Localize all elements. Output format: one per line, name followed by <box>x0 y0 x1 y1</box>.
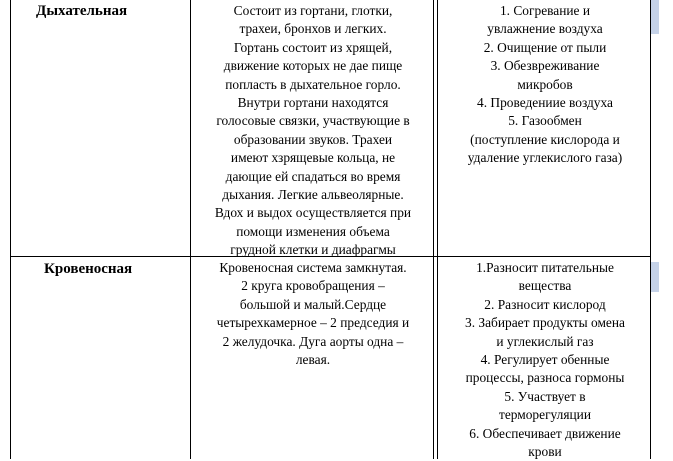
text-line: 4. Регулирует обенные <box>480 352 610 368</box>
text-line: микробов <box>517 76 573 92</box>
text-line: левая. <box>295 352 331 368</box>
column-divider-2a <box>433 0 434 459</box>
text-line: Состоит из гортани, глотки, <box>233 3 393 18</box>
text-line: грудной клетки и диафрагмы <box>230 242 396 258</box>
text-line: удаление углекислого газа) <box>467 150 623 166</box>
text-line: 2 круга кровобращения – <box>241 278 385 294</box>
system-name: Кровеносная <box>44 261 133 277</box>
text-line: имеют хзрящевые кольца, не <box>230 150 396 166</box>
text-line: трахеи, бронхов и легких. <box>239 21 387 37</box>
text-line: Внутри гортани находятся <box>237 95 389 111</box>
structure-cell <box>193 259 433 369</box>
text-line: Гортань состоит из хрящей, <box>233 39 393 55</box>
selection-marker <box>651 262 659 292</box>
text-line: помощи изменения объема <box>236 223 390 239</box>
text-line: 2 желудочка. Дуга аорты одна – <box>222 333 404 349</box>
column-divider-1 <box>190 0 191 459</box>
text-line: 5. Участвует в <box>504 388 586 404</box>
text-line: увлажнение воздуха <box>487 21 603 37</box>
text-line: 3. Забирает продукты омена <box>465 315 625 331</box>
text-line: движение которых не дае пище <box>223 58 403 74</box>
text-line: крови <box>528 444 562 460</box>
table-right-border <box>650 0 651 459</box>
text-line: и углекислый газ <box>496 333 594 349</box>
text-line: 2. Разносит кислород <box>484 296 606 312</box>
text-line: 4. Проведениие воздуха <box>477 95 613 111</box>
function-cell <box>440 2 650 168</box>
text-line: образовании звуков. Трахеи <box>233 131 393 147</box>
text-line: Вдох и выдох осуществляется при <box>214 205 412 221</box>
table-left-border <box>10 0 11 459</box>
text-line: терморегуляции <box>498 407 592 423</box>
text-line: дыхания. Легкие альвеолярные. <box>222 187 404 203</box>
structure-cell <box>193 2 433 260</box>
text-line: 3. Обезвреживание <box>490 58 600 74</box>
function-cell <box>440 259 650 461</box>
text-line: 1. Согревание и <box>499 3 591 18</box>
text-line: 6. Обеспечивает движение <box>469 425 621 441</box>
text-line: 1.Разносит питательные <box>476 260 614 275</box>
system-name: Дыхательная <box>36 3 128 19</box>
text-line: дающие ей спадаться во время <box>225 168 401 184</box>
text-line: большой и малый.Сердце <box>239 296 387 312</box>
text-line: четырехкамерное – 2 председия и <box>216 315 410 331</box>
selection-marker <box>651 0 659 34</box>
text-line: попласть в дыхательное горло. <box>225 76 401 92</box>
text-line: (поступление кислорода и <box>470 131 620 147</box>
text-line: процессы, разноса гормоны <box>465 370 625 386</box>
text-line: 2. Очищение от пыли <box>483 39 607 55</box>
text-line: вещества <box>518 278 572 294</box>
text-line: Кровеносная система замкнутая. <box>219 260 407 275</box>
text-line: 5. Газообмен <box>508 113 582 129</box>
text-line: голосовые связки, участвующие в <box>216 113 410 129</box>
column-divider-2b <box>437 0 438 459</box>
